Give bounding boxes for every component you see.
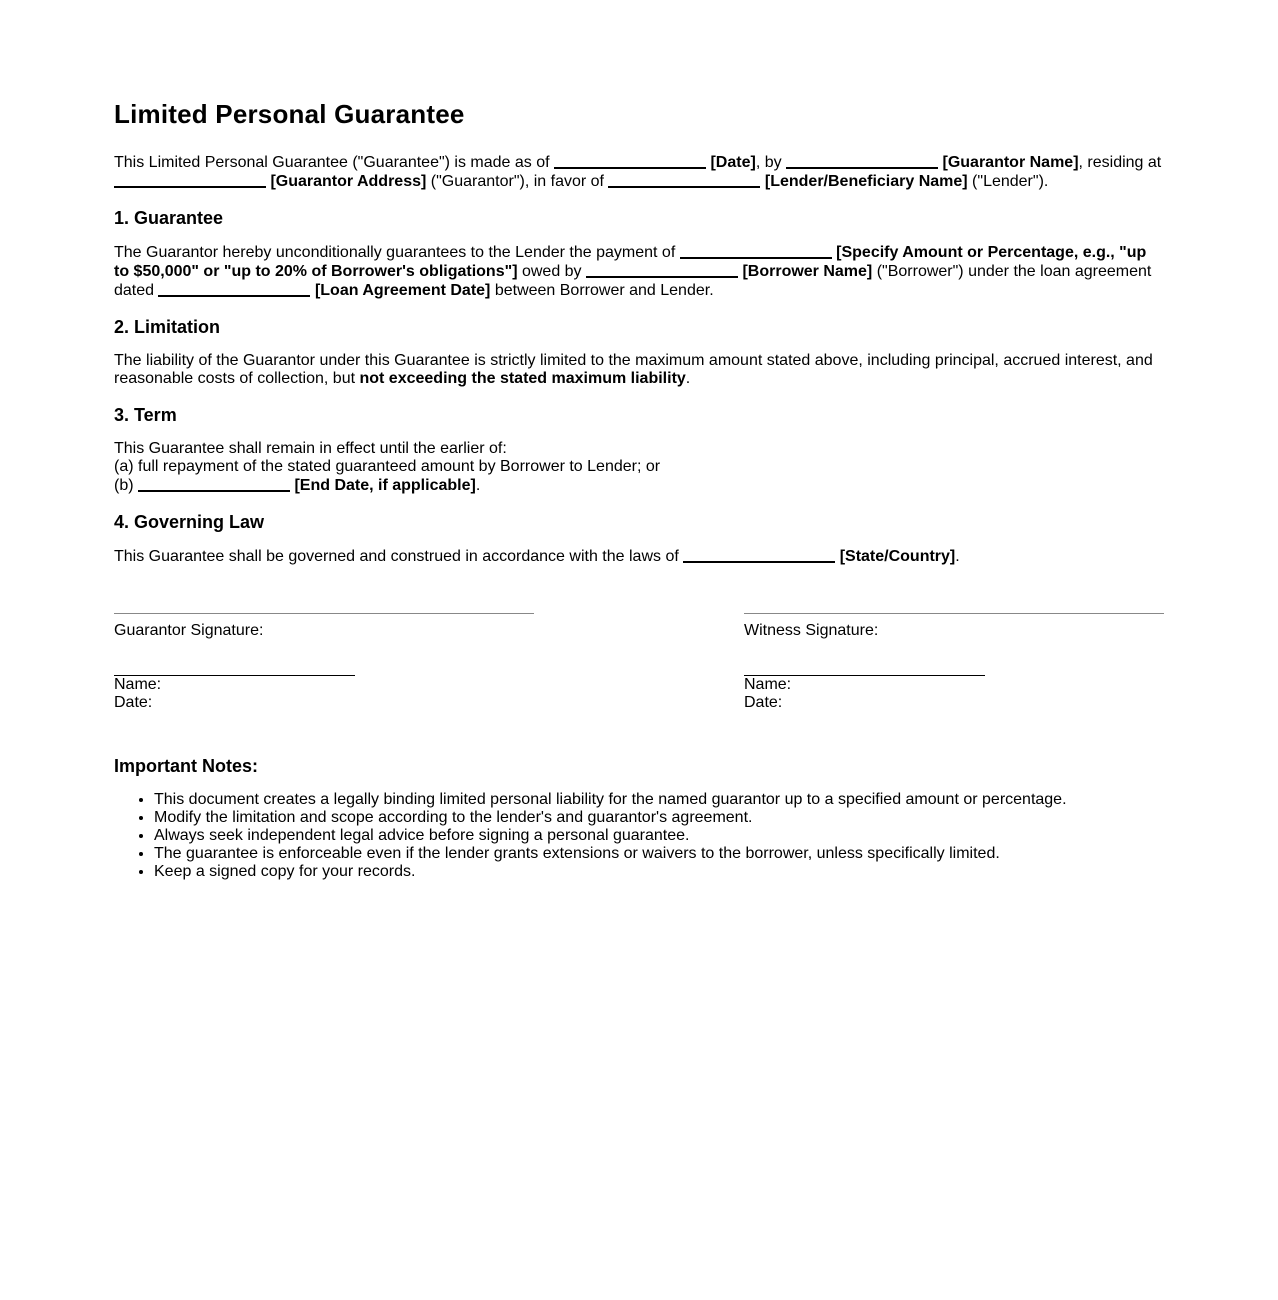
witness-date-label: Date:: [744, 694, 783, 711]
intro-text: , by: [755, 154, 787, 171]
term-line: (b): [114, 477, 138, 494]
witness-signature-label: Witness Signature:: [744, 622, 879, 639]
intro-text: , residing at: [1078, 154, 1162, 171]
list-item: • Keep a signed copy for your records.: [154, 863, 1164, 881]
list-item: • Modify the limitation and scope according to the lender's and guarantor's agreement.: [154, 809, 1164, 827]
intro-text: This Limited Personal Guarantee ("Guarantee") is made as of: [114, 154, 555, 171]
guarantor-address-placeholder: [Guarantor Address]: [270, 173, 427, 190]
term-line: (a) full repayment of the stated guaranteed amount by Borrower to Lender; or: [114, 458, 661, 475]
loan-date-placeholder: [Loan Agreement Date]: [314, 282, 491, 299]
section-heading-limitation: 2. Limitation: [114, 317, 221, 337]
loan-date-blank[interactable]: [158, 281, 310, 297]
governing-law-paragraph: [114, 547, 1164, 566]
term-line: .: [475, 477, 481, 494]
term-line: This Guarantee shall remain in effect until the earlier of:: [114, 440, 507, 457]
list-item: • This document creates a legally binding limited personal liability for the named guarantor up to a specified amount or percentage.: [154, 791, 1164, 809]
list-item: • Always seek independent legal advice before signing a personal guarantee.: [154, 827, 1164, 845]
section-heading-term: 3. Term: [114, 405, 177, 425]
notes-list: [114, 791, 1164, 881]
term-paragraph: [114, 440, 1164, 495]
section-heading-guarantee: 1. Guarantee: [114, 208, 224, 228]
signature-block: [114, 613, 1164, 725]
guarantor-name-placeholder: [Guarantor Name]: [942, 154, 1079, 171]
guarantee-paragraph: [114, 243, 1164, 300]
notes-title: Important Notes:: [114, 756, 258, 776]
state-country-placeholder: [State/Country]: [839, 548, 956, 565]
document-page: [114, 98, 1164, 881]
lender-name-blank[interactable]: [608, 172, 760, 188]
borrower-name-placeholder: [Borrower Name]: [742, 263, 873, 280]
date-blank[interactable]: [554, 153, 706, 169]
witness-signature-line[interactable]: [744, 613, 1164, 614]
lender-name-placeholder: [Lender/Beneficiary Name]: [764, 173, 968, 190]
guarantor-address-blank[interactable]: [114, 172, 266, 188]
amount-blank[interactable]: [680, 243, 832, 259]
witness-name-label: Name:: [744, 676, 792, 693]
date-placeholder: [Date]: [710, 154, 756, 171]
end-date-blank[interactable]: [138, 476, 290, 492]
intro-text: ("Lender").: [967, 173, 1049, 190]
limitation-text: The liability of the Guarantor under this Guarantee is strictly limited to the maximum amount stated above, including principal, accrued interest, and reasonable costs of collection, but: [114, 352, 1153, 387]
amount-placeholder: [Specify Amount or Percentage, e.g., "up to $50,000" or "up to 20% of Borrower's obligations"]: [114, 244, 1147, 280]
section-heading-governing-law: 4. Governing Law: [114, 512, 265, 532]
witness-signature-column: [744, 613, 1164, 712]
guarantee-text: owed by: [517, 263, 586, 280]
guarantor-date-label: Date:: [114, 694, 153, 711]
list-item: • The guarantee is enforceable even if the lender grants extensions or waivers to the borrower, unless specifically limited.: [154, 845, 1164, 863]
intro-text: ("Guarantor"), in favor of: [426, 173, 609, 190]
limitation-emphasis: not exceeding the stated maximum liability: [359, 370, 686, 387]
law-text: .: [955, 548, 960, 565]
guarantee-text: ("Borrower") under the loan agreement dated: [114, 263, 1152, 299]
guarantor-name-label: Name:: [114, 676, 162, 693]
limitation-text: .: [685, 370, 691, 387]
state-country-blank[interactable]: [683, 547, 835, 563]
end-date-placeholder: [End Date, if applicable]: [294, 477, 476, 494]
guarantor-signature-label: Guarantor Signature:: [114, 622, 264, 639]
intro-paragraph: [114, 153, 1164, 191]
limitation-paragraph: [114, 352, 1164, 388]
law-text: This Guarantee shall be governed and construed in accordance with the laws of: [114, 548, 684, 565]
document-title: Limited Personal Guarantee: [114, 99, 465, 129]
guarantor-signature-line[interactable]: [114, 613, 534, 614]
guarantee-text: The Guarantor hereby unconditionally guarantees to the Lender the payment of: [114, 244, 680, 261]
guarantor-signature-column: [114, 613, 534, 712]
guarantee-text: between Borrower and Lender.: [490, 282, 714, 299]
borrower-name-blank[interactable]: [586, 262, 738, 278]
guarantor-name-blank[interactable]: [786, 153, 938, 169]
